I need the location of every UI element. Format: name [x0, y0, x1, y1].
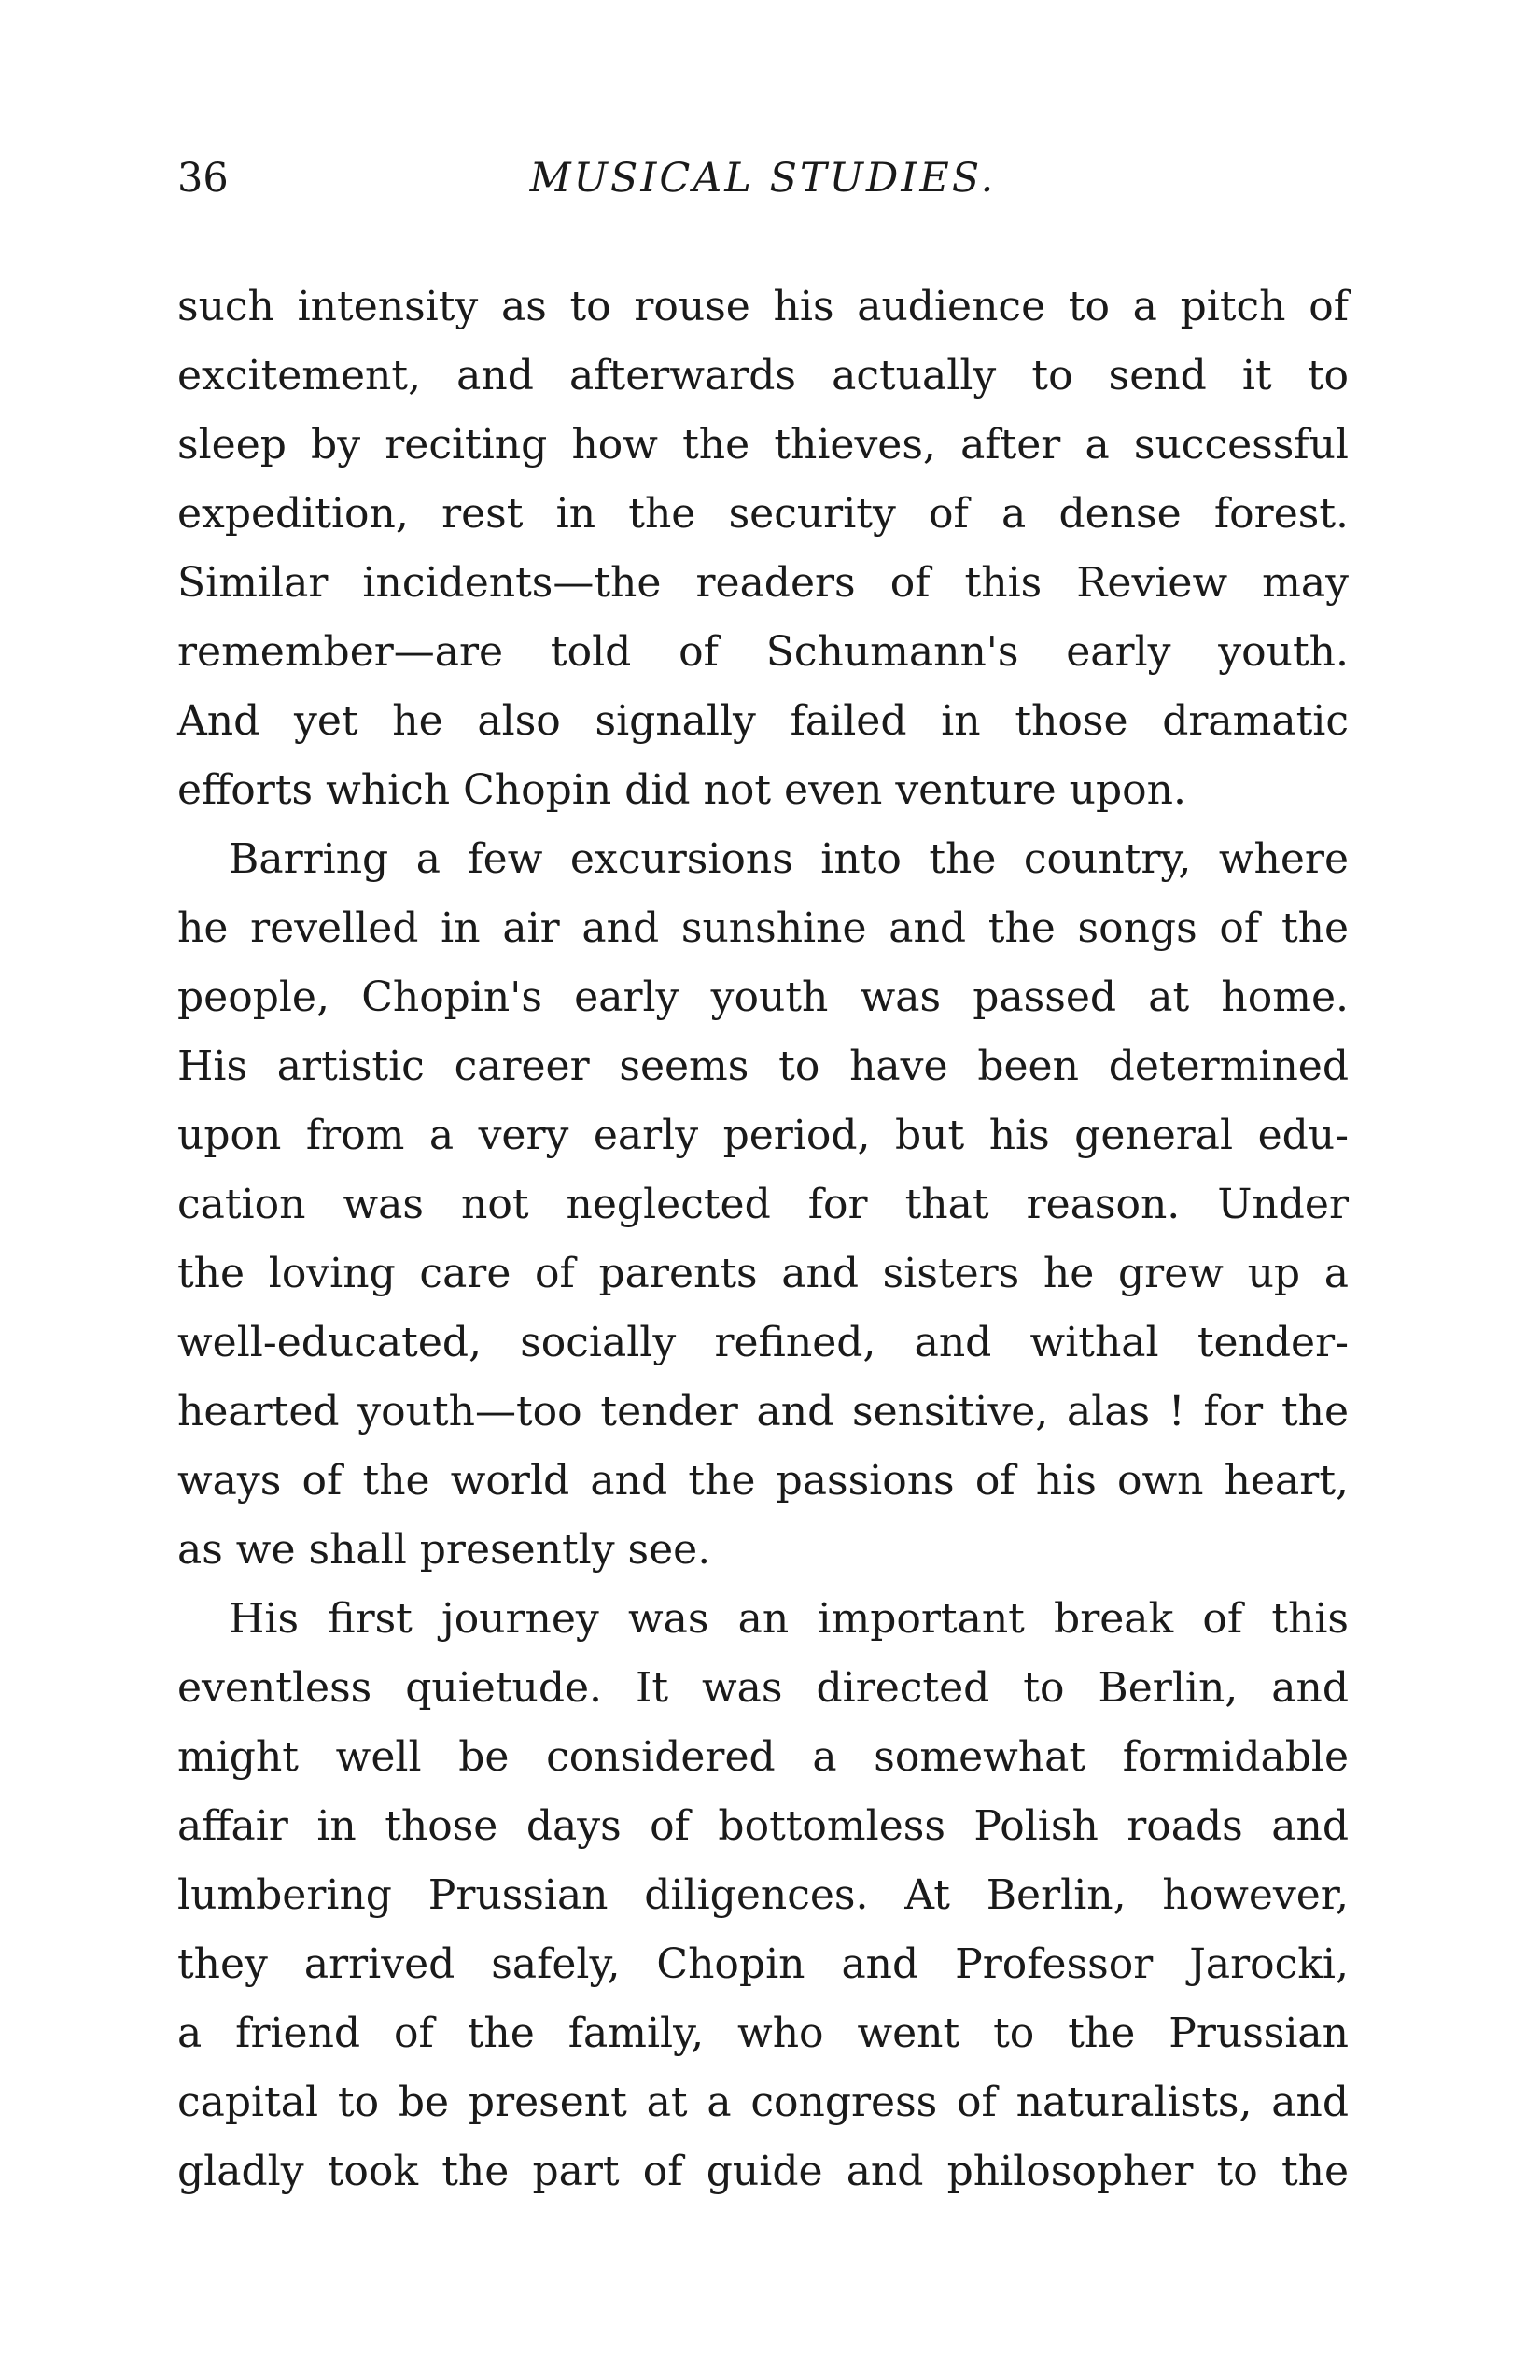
text-line: His first journey was an important break of this: [229, 1595, 1349, 1643]
text-line: expedition, rest in the security of a dense forest.: [177, 490, 1349, 538]
text-line: such intensity as to rouse his audience to a pitch of: [177, 283, 1349, 330]
text-line: efforts which Chopin did not even venture upon.: [177, 766, 1186, 814]
text-line: capital to be present at a congress of naturalists, and: [177, 2079, 1349, 2126]
page-number: 36: [177, 155, 229, 202]
text-line: people, Chopin's early youth was passed at home.: [177, 973, 1349, 1021]
text-line: sleep by reciting how the thieves, after a successful: [177, 421, 1349, 469]
text-line: he revelled in air and sunshine and the songs of the: [177, 904, 1349, 952]
text-line: might well be considered a somewhat formidable: [177, 1733, 1349, 1781]
text-line: upon from a very early period, but his general edu-: [177, 1112, 1349, 1159]
text-line: the loving care of parents and sisters he grew up a: [177, 1250, 1349, 1297]
book-page: [177, 140, 1349, 2195]
text-line: excitement, and afterwards actually to send it to: [177, 352, 1349, 399]
text-line: His artistic career seems to have been determined: [177, 1043, 1349, 1090]
text-line: remember—are told of Schumann's early youth.: [177, 628, 1349, 676]
text-line: eventless quietude. It was directed to Berlin, and: [177, 1664, 1349, 1712]
text-line: hearted youth—too tender and sensitive, alas ! for the: [177, 1388, 1349, 1435]
text-line: Similar incidents—the readers of this Review may: [177, 559, 1349, 607]
text-line: they arrived safely, Chopin and Professor Jarocki,: [177, 1940, 1349, 1988]
text-line: cation was not neglected for that reason. Under: [177, 1181, 1349, 1228]
text-line: gladly took the part of guide and philosopher to the: [177, 2148, 1349, 2195]
text-line: ways of the world and the passions of his own heart,: [177, 1457, 1349, 1505]
page-header: [177, 140, 1349, 205]
text-line: affair in those days of bottomless Polish roads and: [177, 1802, 1349, 1850]
text-line: Barring a few excursions into the country, where: [229, 835, 1349, 883]
body-text: [177, 273, 1349, 2206]
text-line: And yet he also signally failed in those dramatic: [177, 697, 1349, 745]
running-title: MUSICAL STUDIES.: [529, 155, 997, 202]
text-line: well-educated, socially refined, and withal tender-: [177, 1319, 1349, 1366]
text-line: as we shall presently see.: [177, 1526, 711, 1574]
text-line: a friend of the family, who went to the Prussian: [177, 2009, 1349, 2057]
text-line: lumbering Prussian diligences. At Berlin, however,: [177, 1871, 1349, 1919]
